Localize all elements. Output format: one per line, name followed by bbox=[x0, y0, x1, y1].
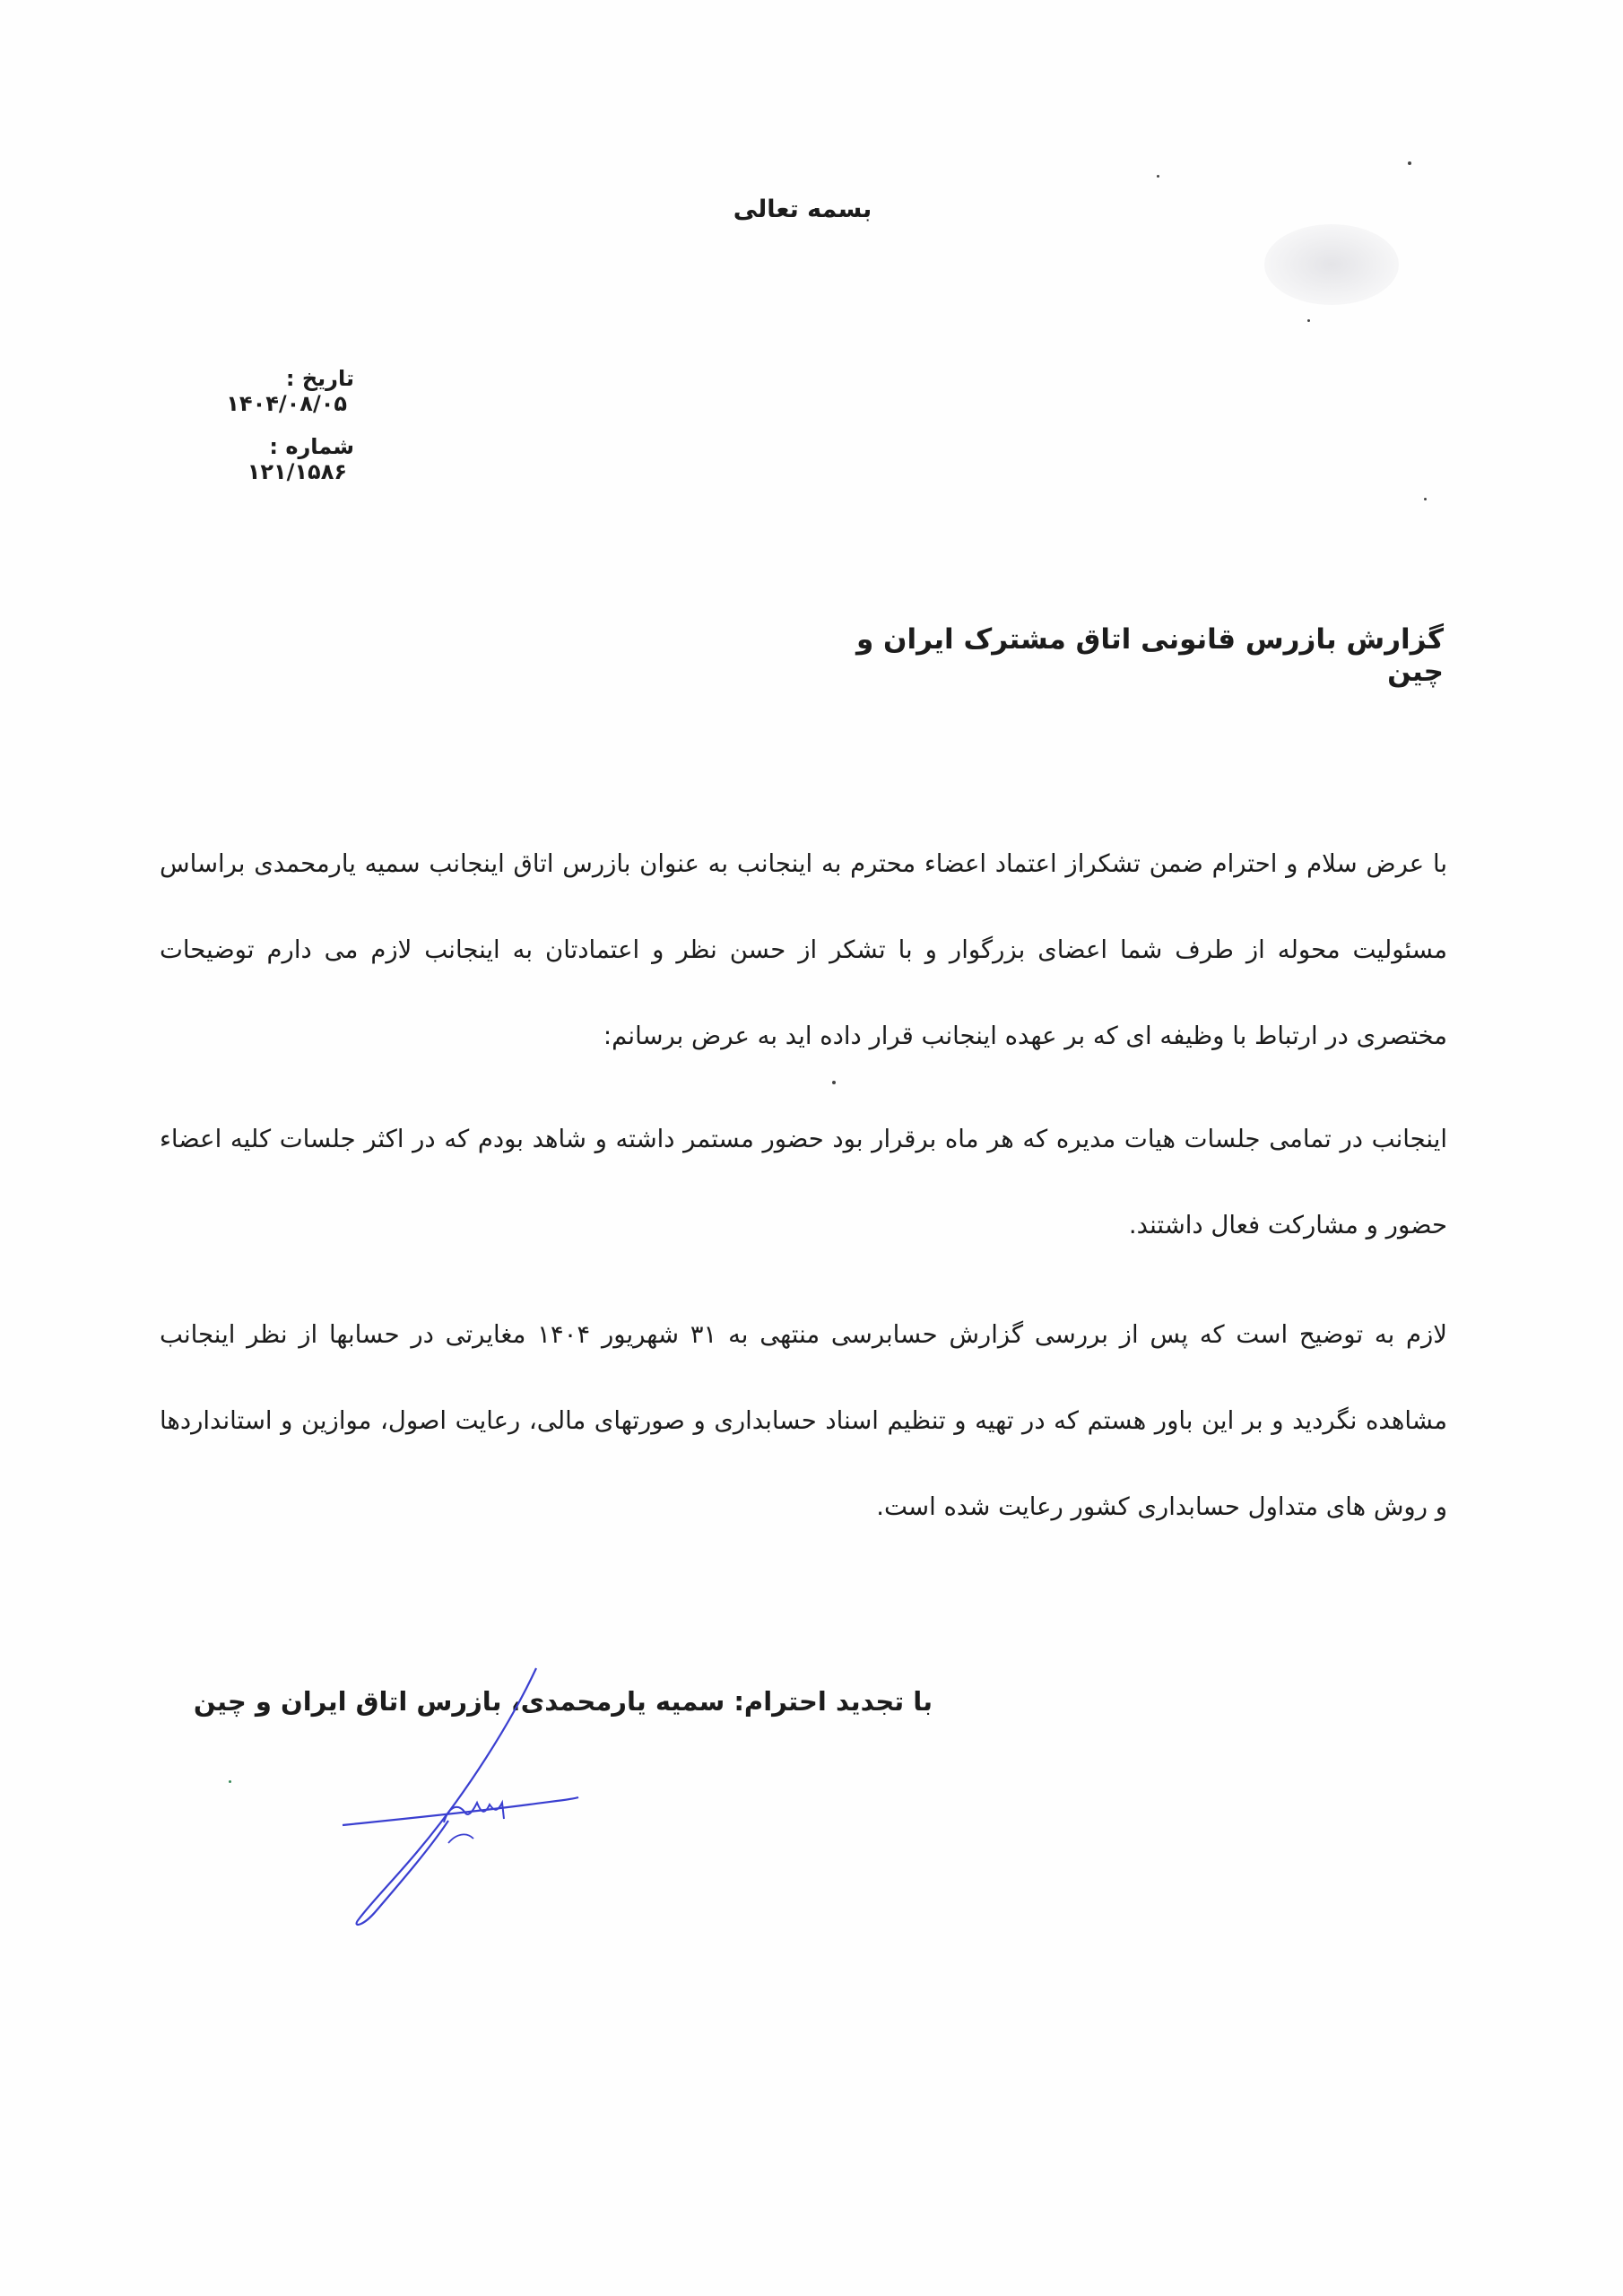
paper-smudge bbox=[1264, 224, 1399, 305]
date-line bbox=[157, 366, 354, 416]
paper-speck bbox=[832, 1081, 836, 1084]
handwritten-signature bbox=[332, 1659, 619, 1928]
paragraph-intro: با عرض سلام و احترام ضمن تشکراز اعتماد اعضاء محترم به اینجانب به عنوان بازرس اتاق اینجانب سمیه یارمحمدی براساس مسئولیت محوله از طرف شما اعضای بزرگوار و با تشکر از حسن نظر و اعتمادتان به اینجانب لازم می دارم توضیحات مختصری در ارتباط با وظیفه ای که بر عهده اینجانب قرار داده اید به عرض برسانم: bbox=[160, 849, 1447, 1050]
closing-line: با تجدید احترام: سمیه یارمحمدی، بازرس اتاق ایران و چین bbox=[193, 1686, 933, 1717]
date-value: ۱۴۰۴/۰۸/۰۵ bbox=[226, 391, 347, 416]
number-value: ۱۲۱/۱۵۸۶ bbox=[247, 459, 347, 484]
paper-speck bbox=[1424, 498, 1427, 500]
paper-speck bbox=[1307, 319, 1310, 322]
paper-speck bbox=[1157, 175, 1159, 178]
report-title: گزارش بازرس قانونی اتاق مشترک ایران و چین bbox=[855, 623, 1444, 688]
number-line bbox=[157, 434, 354, 484]
paragraph-audit: لازم به توضیح است که پس از بررسی گزارش حسابرسی منتهی به ۳۱ شهریور ۱۴۰۴ مغایرتی در حسابها از نظر اینجانب مشاهده نگردید و بر این باور هستم که در تهیه و تنظیم اسناد حسابداری و صورتهای مالی، رعایت اصول، موازین و استانداردها و روش های متداول حسابداری کشور رعایت شده است. bbox=[160, 1320, 1447, 1521]
date-label: تاریخ : bbox=[285, 366, 354, 391]
paper-speck bbox=[1408, 161, 1411, 165]
number-label: شماره : bbox=[269, 434, 354, 459]
document-heading: بسمه تعالی bbox=[733, 196, 872, 223]
paper-speck bbox=[229, 1780, 231, 1783]
paragraph-meetings: اینجانب در تمامی جلسات هیات مدیره که هر ماه برقرار بود حضور مستمر داشته و شاهد بودم که در اکثر جلسات کلیه اعضاء حضور و مشارکت فعال داشتند. bbox=[160, 1125, 1447, 1239]
